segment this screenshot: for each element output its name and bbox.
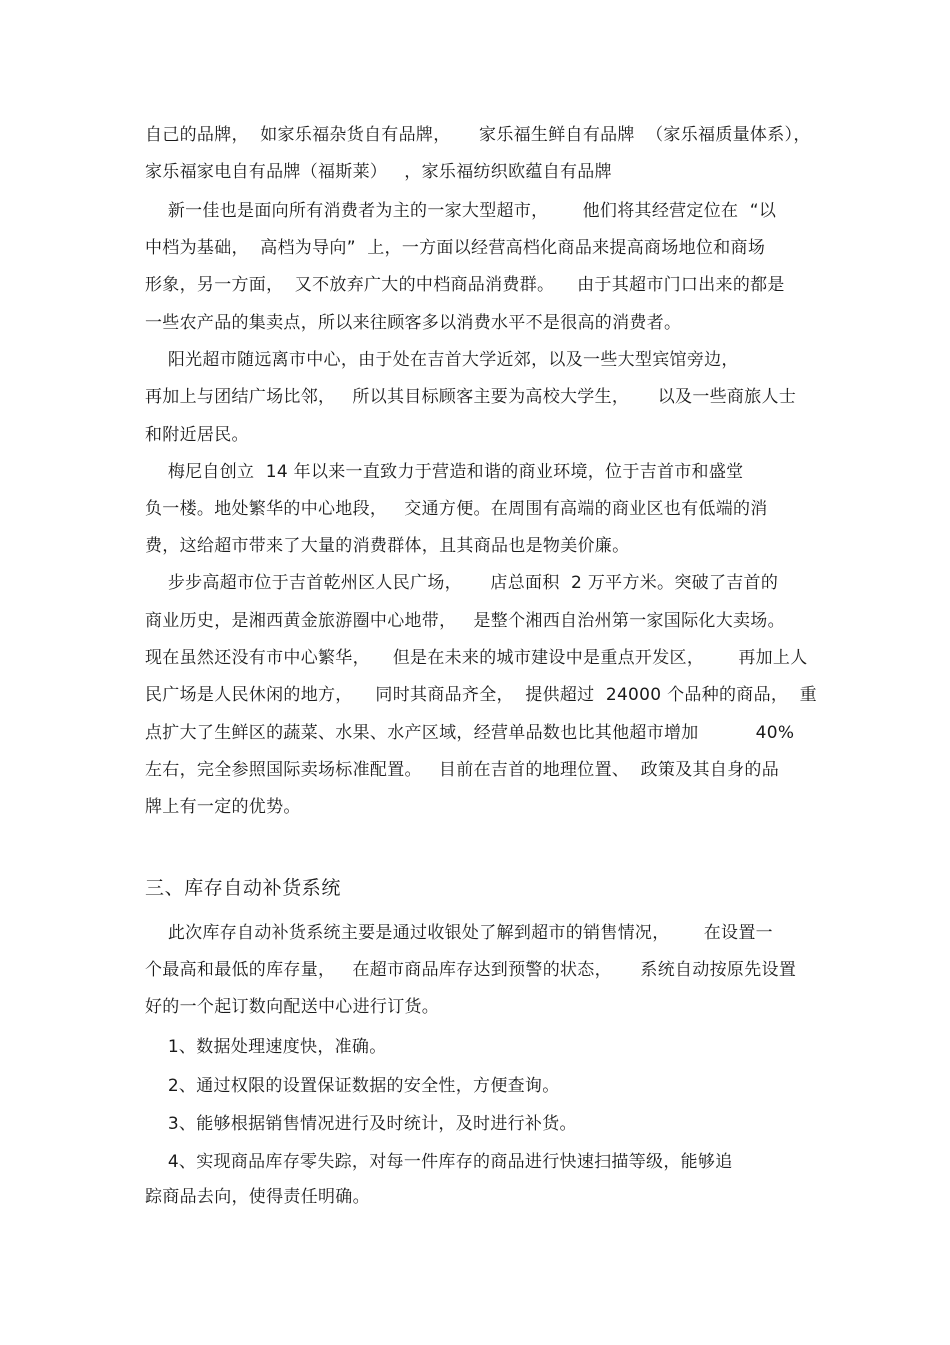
section-intro-line-2: 个最高和最低的库存量， 在超市商品库存达到预警的状态， 系统自动按原先设置 — [145, 960, 797, 980]
paragraph-3-line-1: 阳光超市随远离市中心，由于处在吉首大学近郊，以及一些大型宾馆旁边， — [145, 350, 739, 370]
paragraph-2-line-2: 中档为基础， 高档为导向” 上，一方面以经营高档化商品来提高商场地位和商场 — [145, 238, 766, 258]
paragraph-3-line-2: 再加上与团结广场比邻， 所以其目标顾客主要为高校大学生， 以及一些商旅人士 — [145, 387, 797, 407]
section-intro-line-3: 好的一个起订数向配送中心进行订货。 — [145, 997, 440, 1017]
paragraph-5-line-7: 牌上有一定的优势。 — [145, 797, 301, 817]
paragraph-5-line-5: 点扩大了生鲜区的蔬菜、水果、水产区域，经营单品数也比其他超市增加 40% — [145, 723, 795, 743]
paragraph-4-line-3: 费，这给超市带来了大量的消费群体，且其商品也是物美价廉。 — [145, 536, 630, 556]
list-item-1: 1、数据处理速度快，准确。 — [145, 1037, 387, 1057]
paragraph-4-line-1: 梅尼自创立 14 年以来一直致力于营造和谐的商业环境，位于吉首市和盛堂 — [145, 462, 744, 482]
list-item-4-line-2: 踪商品去向，使得责任明确。 — [145, 1187, 370, 1207]
paragraph-5-line-3: 现在虽然还没有市中心繁华， 但是在未来的城市建设中是重点开发区， 再加上人 — [145, 648, 808, 668]
paragraph-1-line-1: 自己的品牌， 如家乐福杂货自有品牌， 家乐福生鲜自有品牌 （家乐福质量体系）， — [145, 125, 811, 145]
paragraph-1-line-2: 家乐福家电自有品牌（福斯莱） ，家乐福纺织欧蕴自有品牌 — [145, 162, 612, 182]
list-item-3: 3、能够根据销售情况进行及时统计，及时进行补货。 — [145, 1114, 577, 1134]
list-item-2: 2、通过权限的设置保证数据的安全性，方便查询。 — [145, 1076, 560, 1096]
paragraph-2-line-1: 新一佳也是面向所有消费者为主的一家大型超市， 他们将其经营定位在 “以 — [145, 201, 777, 221]
paragraph-5-line-6: 左右，完全参照国际卖场标准配置。 目前在吉首的地理位置、 政策及其自身的品 — [145, 760, 780, 780]
list-item-4-line-1: 4、实现商品库存零失踪，对每一件库存的商品进行快速扫描等级，能够追 — [145, 1152, 733, 1172]
paragraph-2-line-4: 一些农产品的集卖点，所以来往顾客多以消费水平不是很高的消费者。 — [145, 313, 682, 333]
paragraph-5-line-2: 商业历史，是湘西黄金旅游圈中心地带， 是整个湘西自治州第一家国际化大卖场。 — [145, 611, 785, 631]
paragraph-5-line-4: 民广场是人民休闲的地方， 同时其商品齐全， 提供超过 24000 个品种的商品， 重 — [145, 685, 817, 705]
section-intro-line-1: 此次库存自动补货系统主要是通过收银处了解到超市的销售情况， 在设置一 — [145, 923, 773, 943]
section-heading: 三、库存自动补货系统 — [145, 877, 342, 899]
paragraph-5-line-1: 步步高超市位于吉首乾州区人民广场， 店总面积 2 万平方米。突破了吉首的 — [145, 573, 779, 593]
paragraph-2-line-3: 形象，另一方面， 又不放弃广大的中档商品消费群。 由于其超市门口出来的都是 — [145, 275, 785, 295]
paragraph-3-line-3: 和附近居民。 — [145, 425, 249, 445]
paragraph-4-line-2: 负一楼。地处繁华的中心地段， 交通方便。在周围有高端的商业区也有低端的消 — [145, 499, 768, 519]
